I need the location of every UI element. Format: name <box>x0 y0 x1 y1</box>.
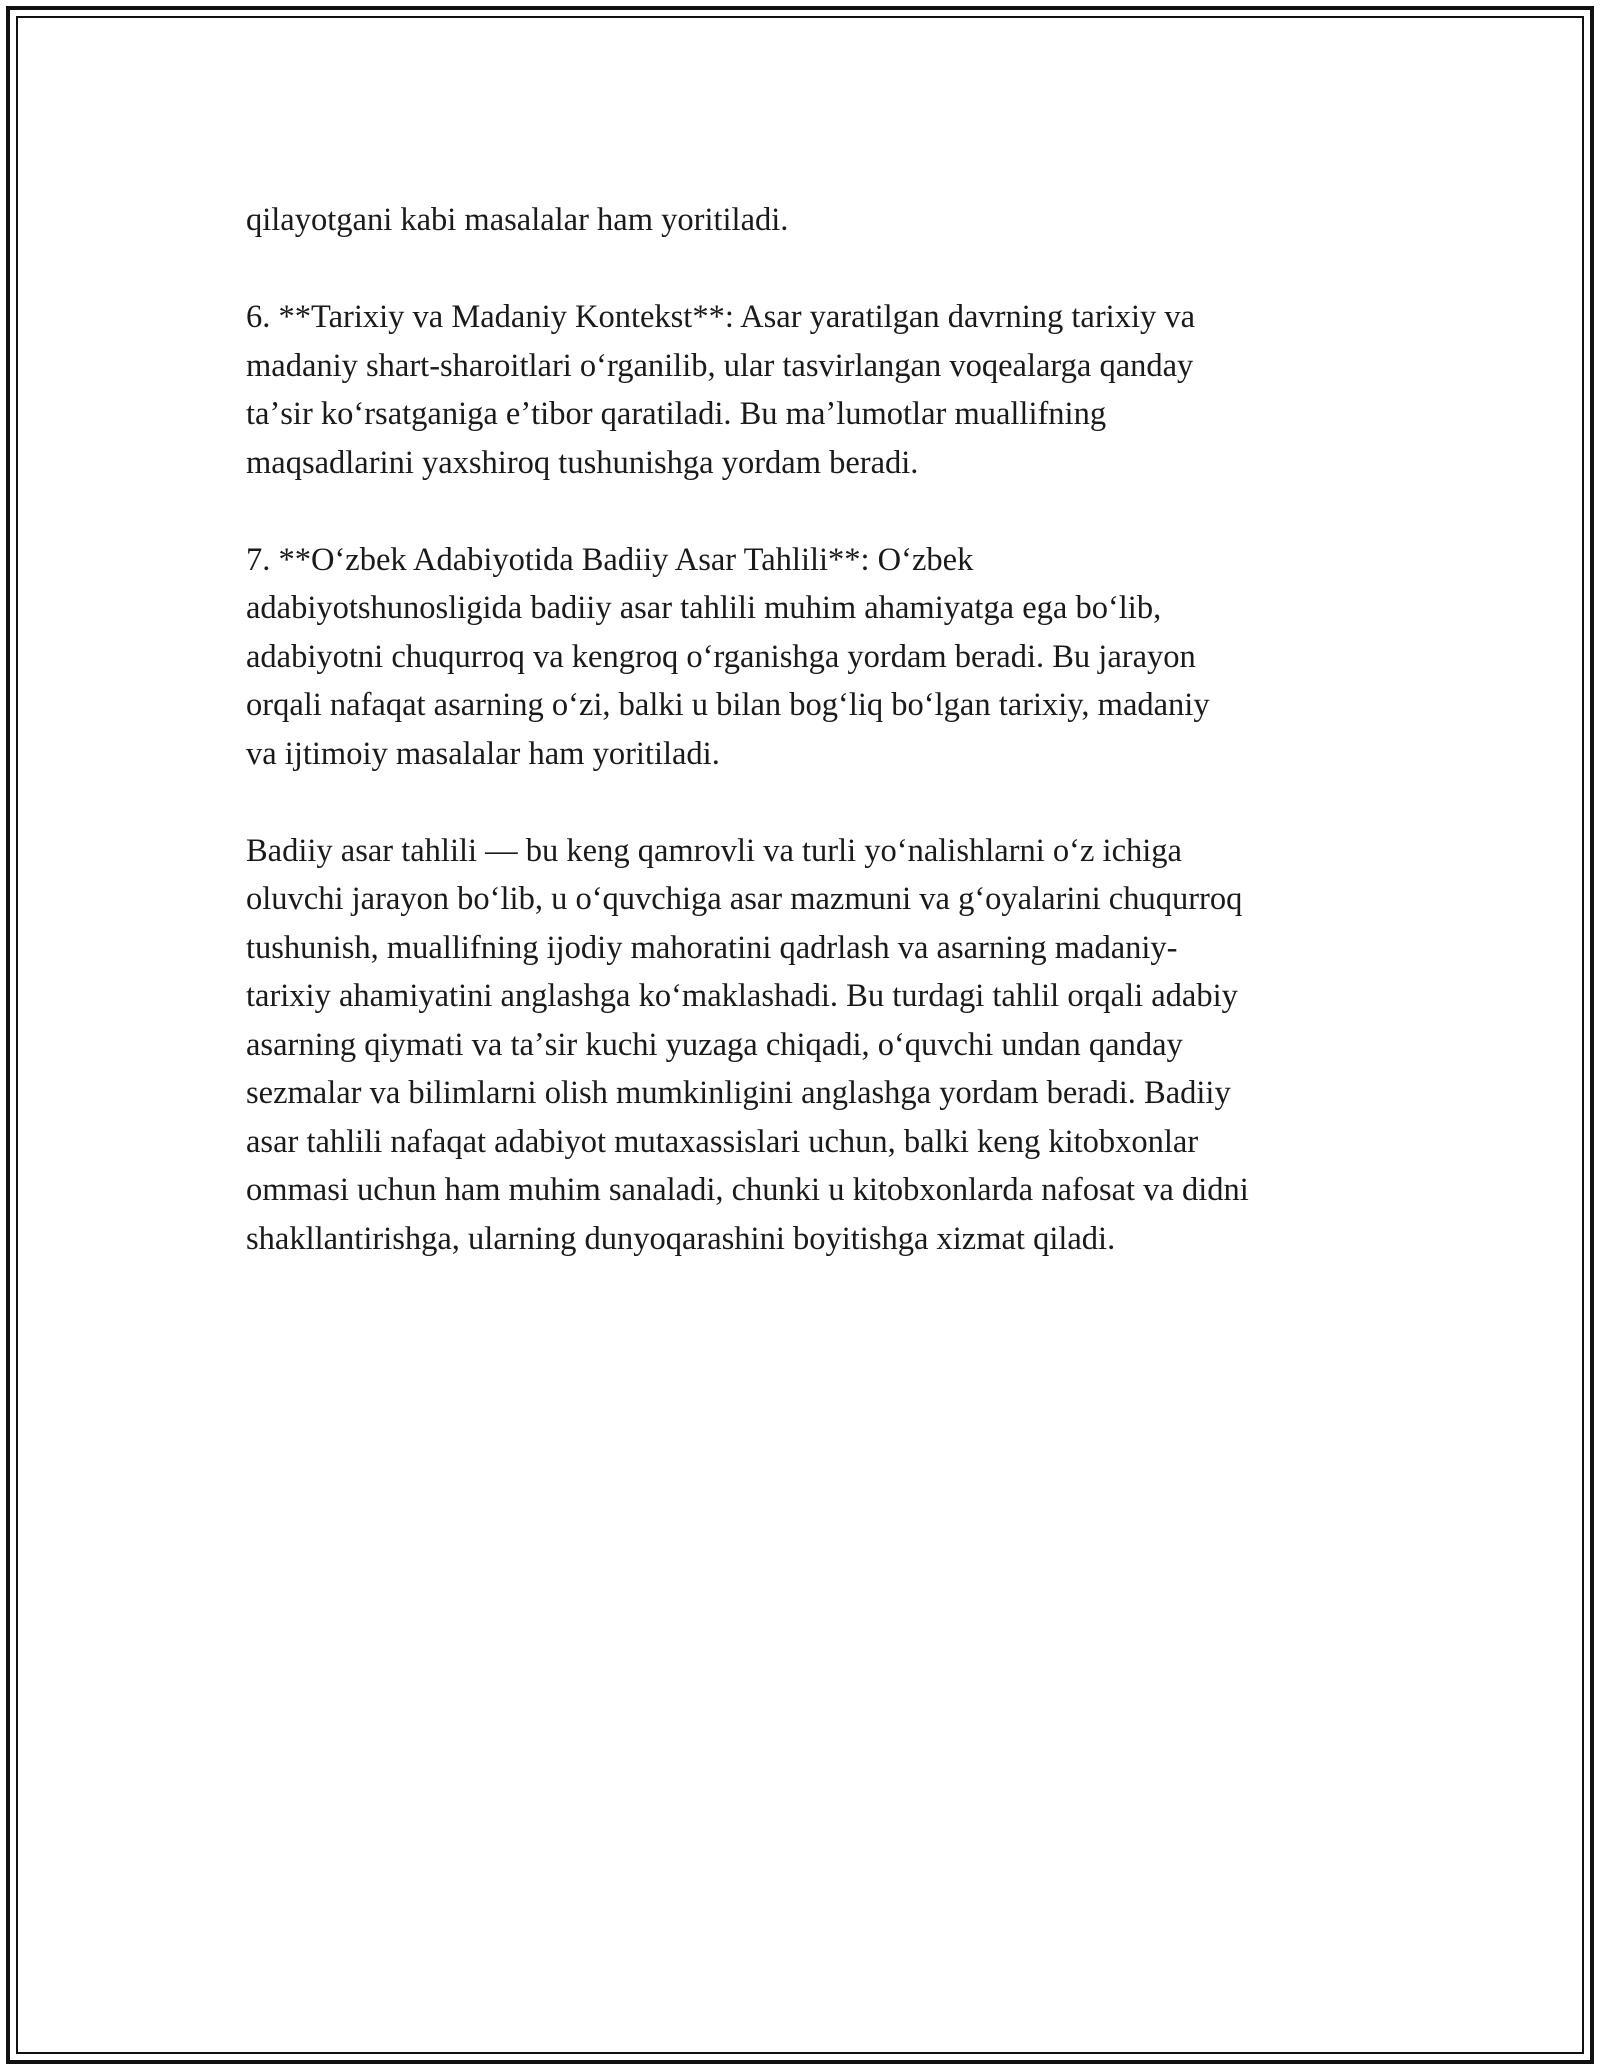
text-line: oluvchi jarayon boʻlib, u oʻquvchiga asar mazmuni va gʻoyalarini chuqurroq <box>246 881 1243 917</box>
text-line: 7. **Oʻzbek Adabiyotida Badiiy Asar Tahlili**: Oʻzbek <box>246 541 974 578</box>
text-line: tushunish, muallifning ijodiy mahoratini qadrlash va asarning madaniy- <box>246 929 1178 966</box>
page-frame <box>6 6 1594 2064</box>
text-line: maqsadlarini yaxshiroq tushunishga yordam beradi. <box>246 444 919 481</box>
text-line: tarixiy ahamiyatini anglashga koʻmaklashadi. Bu turdagi tahlil orqali adabiy <box>246 978 1238 1014</box>
text-line: va ijtimoiy masalalar ham yoritiladi. <box>246 735 720 772</box>
text-line: shakllantirishga, ularning dunyoqarashini boyitishga xizmat qiladi. <box>246 1220 1116 1257</box>
text-line: Badiiy asar tahlili — bu keng qamrovli va turli yoʻnalishlarni oʻz ichiga <box>246 832 1182 869</box>
text-line: adabiyotni chuqurroq va kengroq oʻrganishga yordam beradi. Bu jarayon <box>246 638 1196 675</box>
text-line: sezmalar va bilimlarni olish mumkinligini anglashga yordam beradi. Badiiy <box>246 1075 1231 1111</box>
text-line: asar tahlili nafaqat adabiyot mutaxassislari uchun, balki keng kitobxonlar <box>246 1123 1199 1160</box>
text-line: adabiyotshunosligida badiiy asar tahlili muhim ahamiyatga ega boʻlib, <box>246 590 1162 626</box>
paragraph-item-6-historical-context <box>246 293 1396 487</box>
paragraph-conclusion <box>246 827 1396 1264</box>
text-line: qilayotgani kabi masalalar ham yoritiladi. <box>246 202 789 238</box>
text-line: asarning qiymati va taʼsir kuchi yuzaga chiqadi, oʻquvchi undan qanday <box>246 1026 1183 1063</box>
paragraph-continuation <box>246 196 1396 245</box>
text-line: orqali nafaqat asarning oʻzi, balki u bilan bogʻliq boʻlgan tarixiy, madaniy <box>246 687 1210 723</box>
text-line: 6. **Tarixiy va Madaniy Kontekst**: Asar yaratilgan davrning tarixiy va <box>246 299 1196 335</box>
document-body <box>246 196 1396 1312</box>
text-line: ommasi uchun ham muhim sanaladi, chunki u kitobxonlarda nafosat va didni <box>246 1172 1249 1208</box>
text-line: madaniy shart-sharoitlari oʻrganilib, ular tasvirlangan voqealarga qanday <box>246 347 1194 384</box>
paragraph-item-7-uzbek-literature <box>246 536 1396 779</box>
text-line: taʼsir koʻrsatganiga eʼtibor qaratiladi. Bu maʼlumotlar muallifning <box>246 396 1107 432</box>
